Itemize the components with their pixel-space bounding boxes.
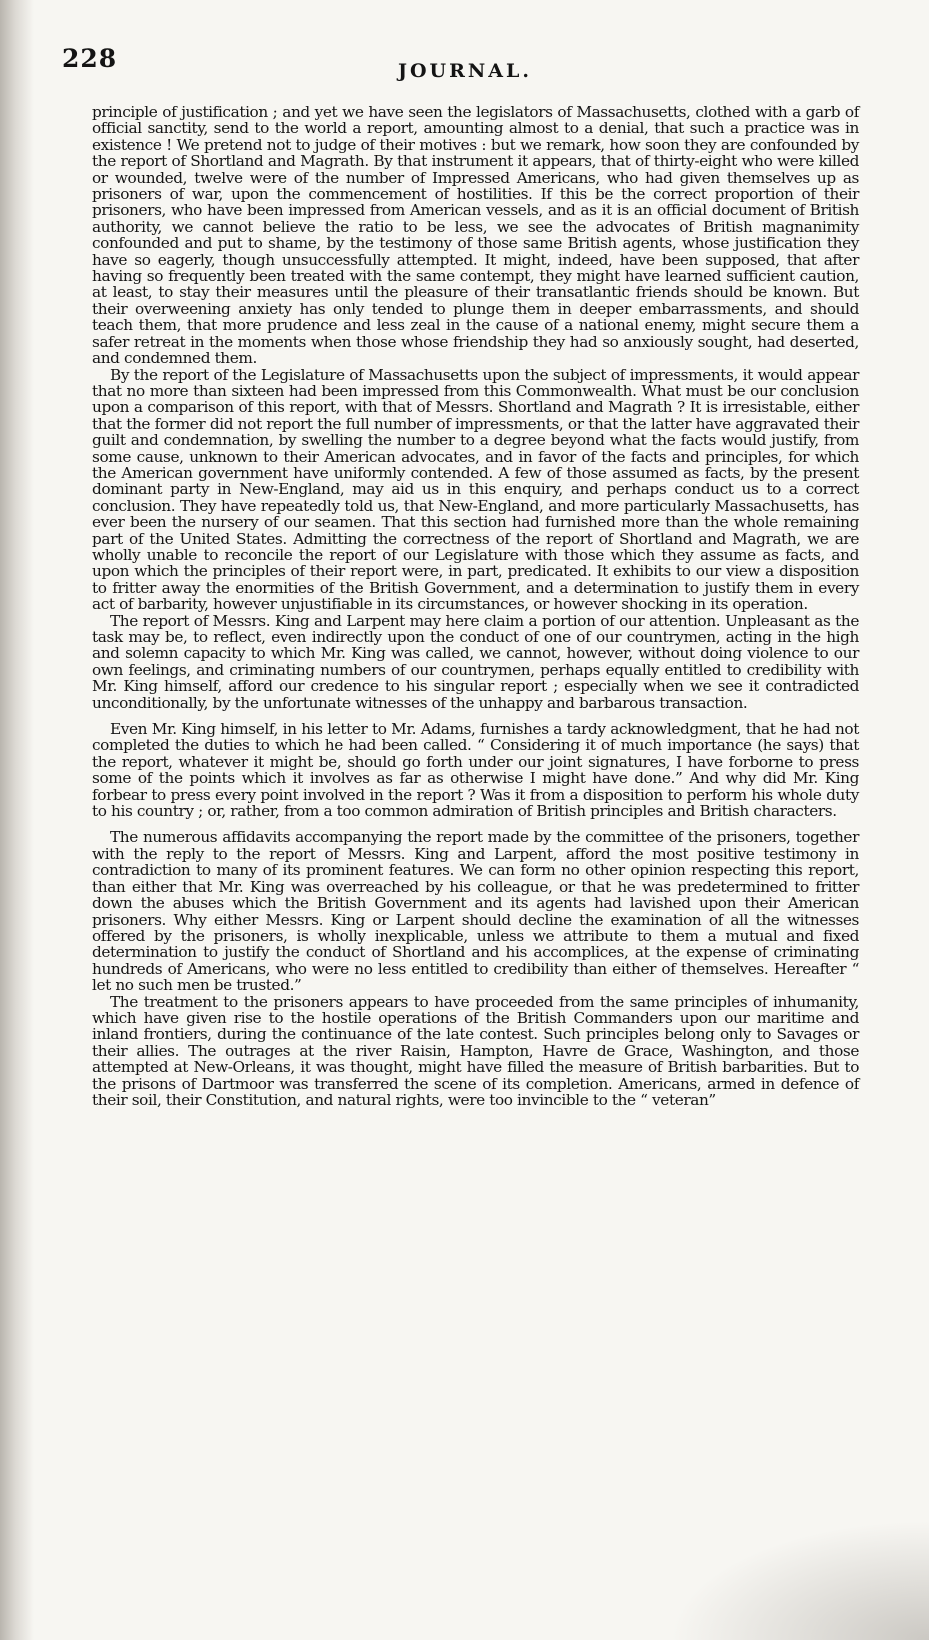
paragraph-king-larpent-report: The report of Messrs. King and Larpent may here claim a portion of our attention. Unpleasant as the task may be, to reflect, even indirectly upon the conduct of one of our countrymen, acting in the high and solemn capacity to which Mr. King was called, we cannot, however, without doing violence to our own feelings, and criminating numbers of our countrymen, perhaps equally entitled to credibility with Mr. King himself, afford our credence to his singular report ; especially when we see it contradicted unconditionally, by the unfortunate witnesses of the unhappy and barbarous transaction. (92, 611, 859, 712)
body-text (92, 104, 859, 1108)
page-number: 228 (62, 44, 118, 73)
paragraph-affidavits: The numerous affidavits accompanying the report made by the committee of the prisoners, together with the reply to the report of Messrs. King and Larpent, afford the most positive testimony in contradiction to many of its prominent features. We can form no other opinion respecting this report, than either that Mr. King was overreached by his colleague, or that he was predetermined to fritter down the abuses which the British Government and its agents had lavished upon their American prisoners. Why either Messrs. King or Larpent should decline the examination of all the witnesses offered by the prisoners, is wholly inexplicable, unless we attribute to them a mutual and fixed determination to justify the conduct of Shortland and his accomplices, at the expense of criminating hundreds of Americans, who were no less entitled to credibility than either of themselves. Hereafter “ let no such men be trusted.” (92, 828, 859, 995)
page-corner-smudge (669, 1520, 929, 1640)
running-head: JOURNAL. (398, 60, 532, 82)
paragraph-legislature-report: By the report of the Legislature of Massachusetts upon the subject of impressments, it would appear that no more than sixteen had been impressed from this Commonwealth. What must be our conclusion upon a comparison of this report, with that of Messrs. Shortland and Magrath ? It is irresistable, either that the former did not report the full number of impressments, or that the latter have aggravated their guilt and condemnation, by swelling the number to a degree beyond what the facts would justify, from some cause, unknown to their American advocates, and in favor of the facts and principles, for which the American government have uniformly contended. A few of those assumed as facts, by the present dominant party in New-England, may aid us in this enquiry, and perhaps conduct us to a correct conclusion. They have repeatedly told us, that New-England, and more particularly Massachusetts, has ever been the nursery of our seamen. That this section had furnished more than the whole remaining part of the United States. Admitting the correctness of the report of Shortland and Magrath, we are wholly unable to reconcile the report of our Legislature with those which they assume as facts, and upon which the principles of their report were, in part, predicated. It exhibits to our view a disposition to fritter away the enormities of the British Government, and a determination to justify them in every act of barbarity, however unjustifiable in its circumstances, or however shocking in its operation. (92, 365, 859, 614)
page-spine-shadow (0, 0, 34, 1640)
paragraph-king-letter: Even Mr. King himself, in his letter to Mr. Adams, furnishes a tardy acknowledgment, that he had not completed the duties to which he had been called. “ Considering it of much importance (he says) that the report, whatever it might be, should go forth under our joint signatures, I have forborne to press some of the points which it involves as far as otherwise I might have done.” And why did Mr. King forbear to press every point involved in the report ? Was it from a disposition to perform his whole duty to his country ; or, rather, from a too common admiration of British principles and British characters. (92, 720, 859, 821)
page-header (60, 40, 870, 80)
paragraph-continued: principle of justification ; and yet we have seen the legislators of Massachusetts, clothed with a garb of official sanctity, send to the world a report, amounting almost to a denial, that such a practice was in existence ! We pretend not to judge of their motives : but we remark, how soon they are confounded by the report of Shortland and Magrath. By that instrument it appears, that of thirty-eight who were killed or wounded, twelve were of the number of Impressed Americans, who had given themselves up as prisoners of war, upon the commencement of hostilities. If this be the correct proportion of their prisoners, who have been impressed from American vessels, and as it is an official document of British authority, we cannot believe the ratio to be less, we see the advocates of British magnanimity confounded and put to shame, by the testimony of those same British agents, whose justification they have so eagerly, though unsuccessfully attempted. It might, indeed, have been supposed, that after having so frequently been treated with the same contempt, they might have learned sufficient caution, at least, to stay their measures until the pleasure of their transatlantic friends should be known. But their overweening anxiety has only tended to plunge them in deeper embarrassments, and should teach them, that more prudence and less zeal in the cause of a national enemy, might secure them a safer retreat in the moments when those whose friendship they had so anxiously sought, had deserted, and condemned them. (92, 103, 859, 368)
paragraph-treatment: The treatment to the prisoners appears to have proceeded from the same principles of inhumanity, which have given rise to the hostile operations of the British Commanders upon our maritime and inland frontiers, during the continuance of the late contest. Such principles belong only to Savages or their allies. The outrages at the river Raisin, Hampton, Havre de Grace, Washington, and those attempted at New-Orleans, it was thought, might have filled the measure of British barbarities. But to the prisons of Dartmoor was transferred the scene of its completion. Americans, armed in defence of their soil, their Constitution, and natural rights, were too invincible to the “ veteran” (92, 992, 859, 1109)
